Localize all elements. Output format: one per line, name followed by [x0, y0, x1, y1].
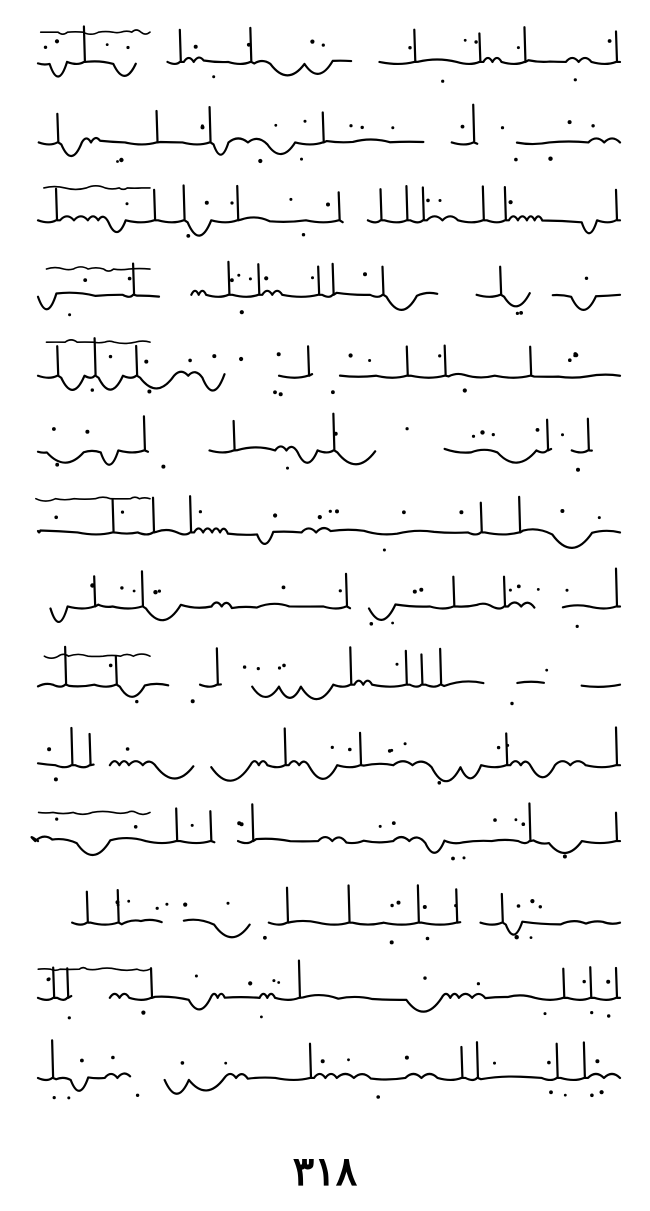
- marginal-ink-stroke: [46, 267, 150, 271]
- handwritten-line: [30, 486, 630, 556]
- ink-dot: [390, 749, 393, 752]
- ink-dot: [405, 1056, 409, 1060]
- ink-dot: [515, 935, 519, 939]
- ink-dot: [165, 903, 168, 906]
- ink-dot: [349, 353, 353, 357]
- ink-stroke: [38, 961, 620, 1012]
- calligraphy-strokes: [30, 18, 630, 88]
- ink-dot: [201, 125, 205, 129]
- ink-dot: [127, 900, 130, 903]
- ink-dot: [47, 747, 51, 751]
- ink-dot: [243, 665, 246, 668]
- ink-dot: [322, 44, 325, 47]
- ink-dot: [379, 825, 382, 828]
- ink-dot: [136, 1094, 139, 1097]
- ink-dot: [510, 702, 513, 705]
- ink-dot: [55, 39, 59, 43]
- ink-dot: [212, 75, 215, 78]
- ink-dot: [260, 1016, 263, 1019]
- ink-dot: [329, 510, 332, 513]
- ink-dot: [240, 310, 244, 314]
- handwritten-line: [30, 1032, 630, 1102]
- ink-dot: [80, 1059, 84, 1063]
- ink-dot: [548, 157, 552, 161]
- ink-dot: [545, 669, 548, 672]
- ink-dot: [537, 588, 540, 591]
- ink-dot: [576, 625, 579, 628]
- ink-stroke: [38, 1040, 620, 1093]
- ink-dot: [438, 354, 441, 357]
- ink-dot: [126, 46, 129, 49]
- ink-dot: [117, 904, 120, 907]
- ink-dot: [300, 158, 303, 161]
- ink-dot: [566, 589, 569, 592]
- ink-dot: [311, 276, 314, 279]
- ink-dot: [391, 622, 394, 625]
- ink-dot: [237, 274, 240, 277]
- ink-dot: [128, 277, 132, 281]
- ink-dot: [497, 746, 500, 749]
- marginal-ink-stroke: [39, 811, 150, 814]
- ink-dot: [144, 360, 148, 364]
- ink-dot: [419, 588, 423, 592]
- ink-dot: [517, 46, 520, 49]
- ink-stroke: [39, 105, 620, 156]
- ink-dot: [390, 940, 394, 944]
- calligraphy-strokes: [30, 954, 630, 1024]
- ink-dot: [493, 1062, 496, 1065]
- ink-dot: [239, 357, 243, 361]
- ink-dot: [249, 43, 252, 46]
- ink-dot: [126, 202, 129, 205]
- ink-dot: [406, 427, 409, 430]
- calligraphy-strokes: [30, 174, 630, 244]
- ink-dot: [272, 979, 275, 982]
- ink-dot: [583, 980, 586, 983]
- ink-dot: [331, 390, 335, 394]
- ink-dot: [423, 976, 426, 979]
- ink-dot: [397, 901, 401, 905]
- ink-dot: [549, 1090, 553, 1094]
- ink-stroke: [38, 885, 620, 937]
- ink-dot: [68, 313, 71, 316]
- marginal-ink-stroke: [38, 968, 150, 971]
- ink-dot: [539, 905, 542, 908]
- ink-dot: [248, 981, 252, 985]
- marginal-ink-stroke: [44, 186, 150, 190]
- ink-dot: [121, 511, 124, 514]
- ink-dot: [249, 277, 252, 280]
- ink-dot: [516, 312, 519, 315]
- ink-stroke: [38, 569, 620, 622]
- ink-stroke: [38, 414, 592, 465]
- ink-dot: [392, 821, 396, 825]
- ink-stroke: [38, 186, 620, 236]
- calligraphy-strokes: [30, 252, 630, 322]
- ink-dot: [463, 388, 467, 392]
- ink-dot: [277, 981, 280, 984]
- ink-stroke: [38, 496, 620, 548]
- calligraphy-strokes: [30, 486, 630, 556]
- calligraphy-strokes: [30, 876, 630, 946]
- ink-dot: [370, 622, 374, 626]
- calligraphy-strokes: [30, 330, 630, 400]
- ink-dot: [536, 428, 540, 432]
- ink-dot: [590, 1094, 594, 1098]
- ink-dot: [568, 358, 572, 362]
- ink-dot: [591, 124, 594, 127]
- ink-dot: [194, 45, 198, 49]
- ink-dot: [598, 516, 601, 519]
- ink-dot: [90, 583, 94, 587]
- ink-dot: [441, 80, 444, 83]
- marginal-ink-stroke: [41, 30, 150, 34]
- ink-dot: [564, 1094, 567, 1097]
- handwritten-line: [30, 798, 630, 868]
- ink-dot: [408, 46, 411, 49]
- ink-dot: [191, 699, 195, 703]
- ink-dot: [404, 742, 407, 745]
- ink-dot: [257, 667, 260, 670]
- ink-dot: [55, 818, 58, 821]
- ink-dot: [273, 513, 277, 517]
- ink-dot: [348, 748, 352, 752]
- ink-dot: [85, 430, 89, 434]
- ink-dot: [195, 975, 198, 978]
- handwritten-line: [30, 876, 630, 946]
- calligraphy-strokes: [30, 1032, 630, 1102]
- ink-dot: [574, 353, 578, 357]
- ink-dot: [426, 937, 430, 941]
- ink-dot: [474, 40, 477, 43]
- ink-dot: [212, 354, 216, 358]
- ink-dot: [607, 1014, 610, 1017]
- handwritten-line: [30, 96, 630, 166]
- ink-dot: [391, 126, 394, 129]
- handwritten-line: [30, 564, 630, 634]
- ink-dot: [274, 124, 277, 127]
- ink-dot: [590, 1011, 593, 1014]
- calligraphy-strokes: [30, 408, 630, 478]
- calligraphy-strokes: [30, 798, 630, 868]
- ink-dot: [205, 201, 209, 205]
- ink-dot: [54, 777, 58, 781]
- ink-dot: [574, 78, 577, 81]
- ink-dot: [451, 857, 455, 861]
- ink-dot: [368, 359, 371, 362]
- ink-dot: [413, 590, 417, 594]
- ink-dot: [519, 311, 523, 315]
- ink-dot: [279, 392, 283, 396]
- ink-dot: [91, 388, 94, 391]
- ink-dot: [608, 39, 612, 43]
- ink-dot: [530, 899, 534, 903]
- ink-dot: [472, 435, 475, 438]
- ink-dot: [563, 855, 567, 859]
- ink-dot: [111, 1056, 115, 1060]
- ink-dot: [135, 700, 138, 703]
- calligraphy-strokes: [30, 564, 630, 634]
- ink-dot: [47, 977, 50, 980]
- ink-dot: [120, 586, 123, 589]
- ink-dot: [423, 905, 427, 909]
- calligraphy-strokes: [30, 642, 630, 712]
- ink-dot: [227, 902, 230, 905]
- ink-dot: [240, 822, 244, 826]
- ink-dot: [492, 433, 495, 436]
- ink-stroke: [38, 727, 620, 781]
- handwritten-text-block: [30, 18, 630, 1118]
- ink-dot: [438, 781, 442, 785]
- ink-dot: [576, 468, 580, 472]
- ink-dot: [463, 856, 466, 859]
- ink-dot: [318, 515, 322, 519]
- ink-dot: [263, 936, 267, 940]
- ink-dot: [459, 510, 463, 514]
- handwritten-line: [30, 954, 630, 1024]
- ink-dot: [224, 1062, 227, 1065]
- handwritten-line: [30, 330, 630, 400]
- ink-dot: [522, 822, 526, 826]
- ink-dot: [183, 903, 187, 907]
- ink-dot: [509, 589, 512, 592]
- marginal-ink-stroke: [46, 340, 150, 344]
- ink-dot: [147, 390, 151, 394]
- ink-dot: [568, 120, 572, 124]
- ink-dot: [304, 120, 307, 123]
- ink-dot: [289, 198, 292, 201]
- handwritten-line: [30, 252, 630, 322]
- ink-dot: [278, 666, 281, 669]
- ink-dot: [334, 432, 338, 436]
- ink-dot: [53, 1096, 56, 1099]
- ink-dot: [321, 1059, 325, 1063]
- handwritten-line: [30, 720, 630, 790]
- ink-dot: [191, 824, 194, 827]
- ink-stroke: [38, 27, 620, 77]
- ink-stroke: [32, 803, 620, 854]
- handwritten-line: [30, 174, 630, 244]
- ink-dot: [361, 126, 364, 129]
- ink-dot: [506, 744, 509, 747]
- ink-dot: [156, 907, 159, 910]
- calligraphy-strokes: [30, 96, 630, 166]
- ink-dot: [106, 43, 109, 46]
- ink-dot: [426, 199, 430, 203]
- marginal-ink-stroke: [36, 497, 150, 501]
- ink-dot: [595, 1059, 599, 1063]
- ink-dot: [480, 430, 484, 434]
- ink-dot: [461, 125, 465, 129]
- ink-dot: [109, 664, 113, 668]
- ink-dot: [390, 904, 393, 907]
- ink-dot: [517, 585, 521, 589]
- ink-dot: [402, 510, 406, 514]
- ink-dot: [141, 1011, 145, 1015]
- ink-dot: [258, 159, 262, 163]
- ink-dot: [454, 904, 457, 907]
- ink-dot: [376, 1095, 380, 1099]
- page-number: ٣١٨: [292, 1148, 358, 1195]
- handwritten-line: [30, 642, 630, 712]
- ink-dot: [264, 276, 268, 280]
- ink-dot: [109, 355, 112, 358]
- ink-dot: [439, 199, 442, 202]
- ink-dot: [600, 1090, 604, 1094]
- ink-dot: [477, 982, 480, 985]
- handwritten-line: [30, 408, 630, 478]
- ink-dot: [277, 352, 281, 356]
- ink-dot: [116, 160, 119, 163]
- ink-dot: [585, 277, 588, 280]
- ink-dot: [331, 746, 334, 749]
- ink-dot: [517, 904, 521, 908]
- marginal-ink-stroke: [44, 654, 150, 658]
- ink-dot: [126, 747, 130, 751]
- ink-dot: [186, 234, 190, 238]
- ink-dot: [55, 463, 59, 467]
- ink-stroke: [38, 338, 620, 390]
- ink-dot: [547, 1061, 551, 1065]
- ink-dot: [286, 467, 289, 470]
- ink-dot: [326, 203, 330, 207]
- ink-dot: [493, 818, 497, 822]
- ink-dot: [230, 278, 234, 282]
- ink-dot: [119, 158, 123, 162]
- ink-dot: [302, 233, 305, 236]
- ink-dot: [161, 465, 165, 469]
- ink-dot: [509, 200, 513, 204]
- ink-dot: [347, 1058, 350, 1061]
- ink-dot: [134, 825, 138, 829]
- handwritten-line: [30, 18, 630, 88]
- ink-dot: [67, 1096, 70, 1099]
- ink-dot: [514, 158, 518, 162]
- ink-dot: [282, 586, 286, 590]
- ink-dot: [383, 549, 386, 552]
- ink-dot: [199, 510, 202, 513]
- ink-dot: [230, 201, 233, 204]
- ink-dot: [339, 589, 342, 592]
- calligraphy-strokes: [30, 720, 630, 790]
- ink-dot: [83, 278, 87, 282]
- ink-dot: [501, 126, 504, 129]
- ink-dot: [515, 818, 518, 821]
- ink-dot: [282, 664, 286, 668]
- ink-dot: [133, 590, 136, 593]
- ink-dot: [181, 1061, 185, 1065]
- ink-dot: [188, 359, 192, 363]
- ink-dot: [606, 980, 610, 984]
- ink-dot: [310, 40, 314, 44]
- ink-dot: [560, 509, 564, 513]
- ink-dot: [544, 1012, 547, 1015]
- ink-dot: [335, 509, 339, 513]
- ink-dot: [396, 663, 399, 666]
- ink-dot: [116, 900, 120, 904]
- ink-dot: [44, 46, 47, 49]
- ink-dot: [561, 433, 564, 436]
- ink-dot: [273, 390, 277, 394]
- ink-dot: [153, 590, 157, 594]
- ink-dot: [349, 124, 352, 127]
- ink-dot: [464, 39, 467, 42]
- ink-dot: [52, 427, 56, 431]
- ink-dot: [68, 1016, 71, 1019]
- ink-dot: [54, 516, 58, 520]
- ink-dot: [158, 590, 161, 593]
- ink-dot: [363, 272, 367, 276]
- ink-dot: [530, 936, 533, 939]
